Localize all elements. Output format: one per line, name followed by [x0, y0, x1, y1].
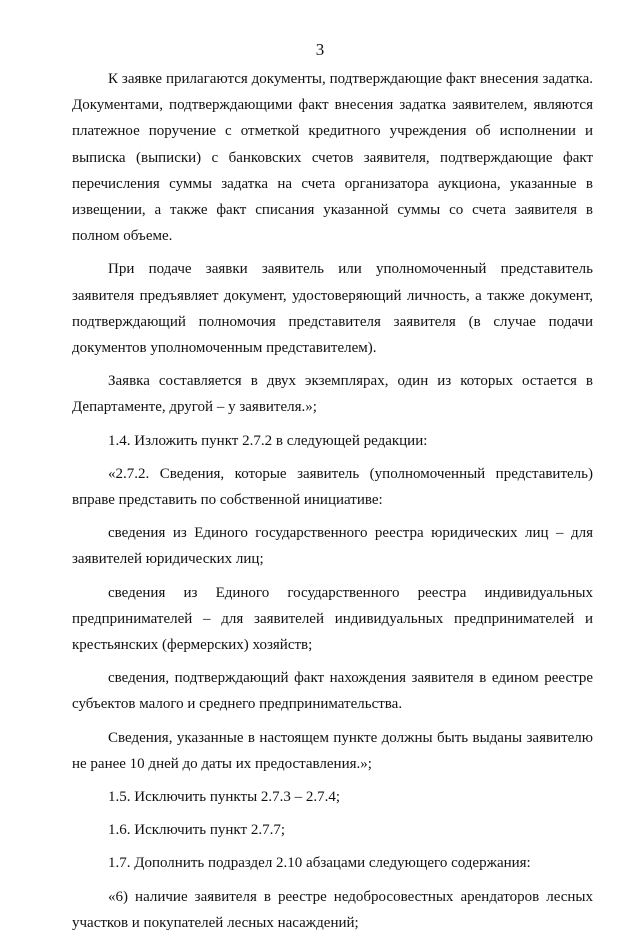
paragraph-attachments: К заявке прилагаются документы, подтверждающие факт внесения задатка. Документами, подтверждающими факт внесения задатка заявителем, являются платежное поручение с отметкой кредитного учреждения об исполнении и выписка (выписки) с банковских счетов заявителя, подтверждающие факт перечисления суммы задатка на счета организатора аукциона, указанные в извещении, а также факт списания указанной суммы со счета заявителя в полном объеме.: [72, 71, 593, 245]
paragraph-sme-registry: сведения, подтверждающий факт нахождения заявителя в едином реестре субъектов малого и среднего предпринимательства.: [72, 670, 593, 713]
paragraph-validity: Сведения, указанные в настоящем пункте должны быть выданы заявителю не ранее 10 дней до даты их предоставления.»;: [72, 729, 593, 772]
paragraph-item-1-4: 1.4. Изложить пункт 2.7.2 в следующей редакции:: [108, 432, 428, 449]
paragraph-legal-entities: сведения из Единого государственного реестра юридических лиц – для заявителей юридических лиц;: [72, 525, 593, 568]
paragraph-item-1-6: 1.6. Исключить пункт 2.7.7;: [108, 822, 285, 839]
paragraph-item-1-5: 1.5. Исключить пункты 2.7.3 – 2.7.4;: [108, 789, 341, 806]
paragraph-item-1-7: 1.7. Дополнить подраздел 2.10 абзацами следующего содержания:: [108, 855, 531, 872]
paragraph-item-6: «6) наличие заявителя в реестре недобросовестных арендаторов лесных участков и покупателей лесных насаждений;: [72, 888, 593, 931]
paragraph-submission: При подаче заявки заявитель или уполномоченный представитель заявителя предъявляет документ, удостоверяющий личность, а также документ, подтверждающий полномочия представителя заявителя (в случае подачи документов уполномоченным представителем).: [72, 261, 593, 357]
paragraph-copies: Заявка составляется в двух экземплярах, один из которых остается в Департаменте, другой – у заявителя.»;: [72, 373, 593, 416]
paragraph-entrepreneurs: сведения из Единого государственного реестра индивидуальных предпринимателей – для заявителей индивидуальных предпринимателей и крестьянских (фермерских) хозяйств;: [72, 584, 593, 654]
paragraph-2-7-2: «2.7.2. Сведения, которые заявитель (уполномоченный представитель) вправе представить по собственной инициативе:: [72, 465, 593, 509]
document-body: [72, 66, 593, 943]
page-number: 3: [315, 40, 325, 59]
